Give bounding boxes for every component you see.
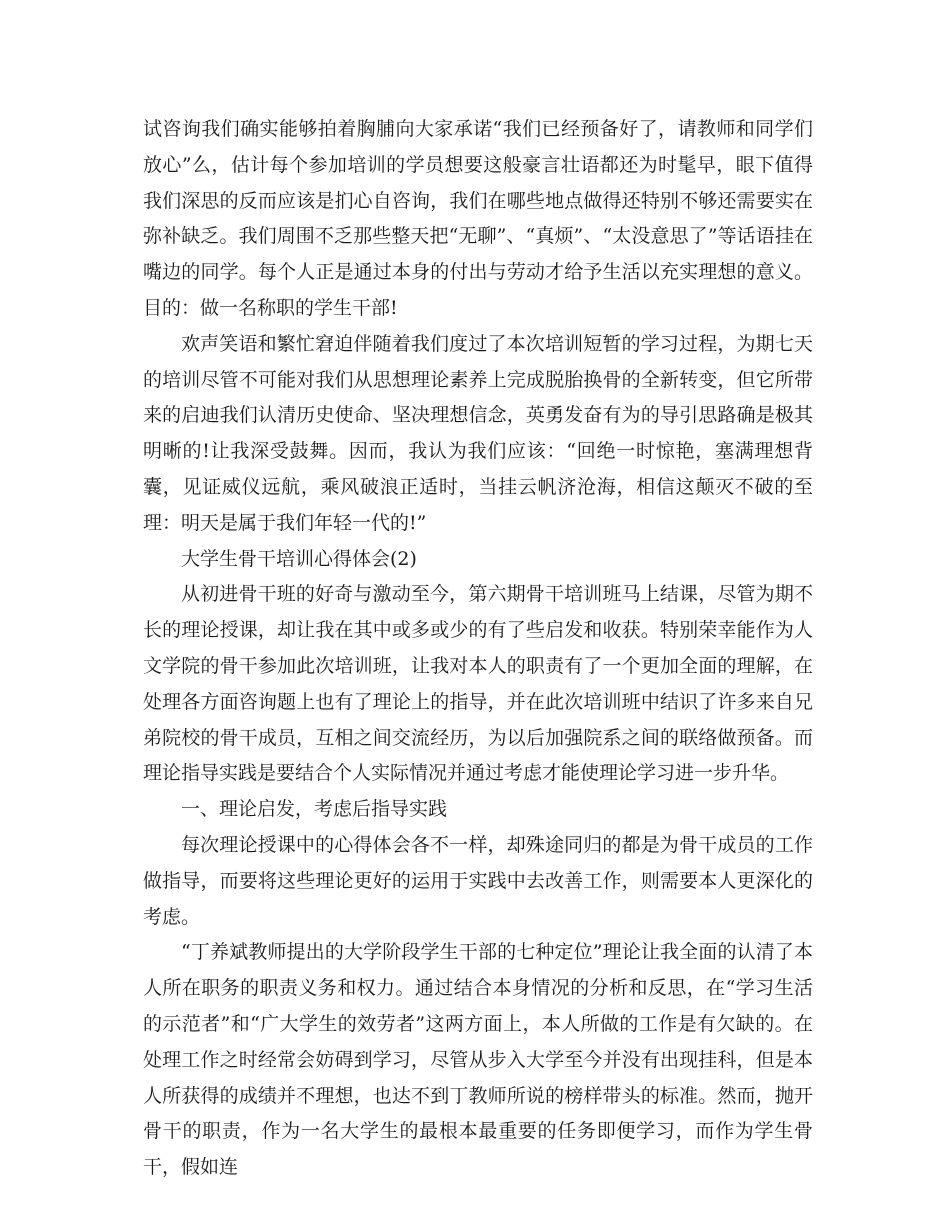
document-body xyxy=(143,112,813,1186)
paragraph-intro: 从初进骨干班的好奇与激动至今，第六期骨干培训班马上结课，尽管为期不长的理论授课，却让我在其中或多或少的有了些启发和收获。特别荣幸能作为人文学院的骨干参加此次培训班，让我对本人的职责有了一个更加全面的理解，在处理各方面咨询题上也有了理论上的指导，并在此次培训班中结识了许多来自兄弟院校的骨干成员，互相之间交流经历，为以后加强院系之间的联络做预备。而理论指导实践是要结合个人实际情况并通过考虑才能使理论学习进一步升华。 xyxy=(143,583,813,785)
section-title: 大学生骨干培训心得体会(2) xyxy=(181,547,417,570)
subsection-title: 一、理论启发，考虑后指导实践 xyxy=(181,798,448,821)
paragraph-training-summary: 欢声笑语和繁忙窘迫伴随着我们度过了本次培训短暂的学习过程，为期七天的培训尽管不可能对我们从思想理论素养上完成脱胎换骨的全新转变，但它所带来的启迪我们认清历史使命、坚决理想信念，英勇发奋有为的导引思路确是极其明晰的!让我深受鼓舞。因而，我认为我们应该：“回绝一时惊艳，塞满理想背囊，见证威仪远航，乘风破浪正适时，当挂云帆济沧海，相信这颠灭不破的至理：明天是属于我们年轻一代的!” xyxy=(143,332,813,534)
paragraph-continuation: 试咨询我们确实能够拍着胸脯向大家承诺“我们已经预备好了，请教师和同学们放心”么，估计每个参加培训的学员想要这般豪言壮语都还为时髦早，眼下值得我们深思的反而应该是扪心自咨询，我们在哪些地点做得还特别不够还需要实在弥补缺乏。我们周围不乏那些整天把“无聊”、“真烦”、“太没意思了”等话语挂在嘴边的同学。每个人正是通过本身的付出与劳动才给予生活以充实理想的意义。目的：做一名称职的学生干部! xyxy=(143,118,813,319)
paragraph-seven-positions: “丁养斌教师提出的大学阶段学生干部的七种定位”理论让我全面的认清了本人所在职务的职责义务和权力。通过结合本身情况的分析和反思，在“学习生活的示范者”和“广大学生的效劳者”这两方面上，本人所做的工作是有欠缺的。在处理工作之时经常会妨碍到学习，尽管从步入大学至今并没有出现挂科，但是本人所获得的成绩并不理想，也达不到丁教师所说的榜样带头的标准。然而，抛开骨干的职责，作为一名大学生的最根本最重要的任务即便学习，而作为学生骨干，假如连 xyxy=(143,941,813,1179)
paragraph-theory: 每次理论授课中的心得体会各不一样，却殊途同归的都是为骨干成员的工作做指导，而要将这些理论更好的运用于实践中去改善工作，则需要本人更深化的考虑。 xyxy=(143,833,813,928)
